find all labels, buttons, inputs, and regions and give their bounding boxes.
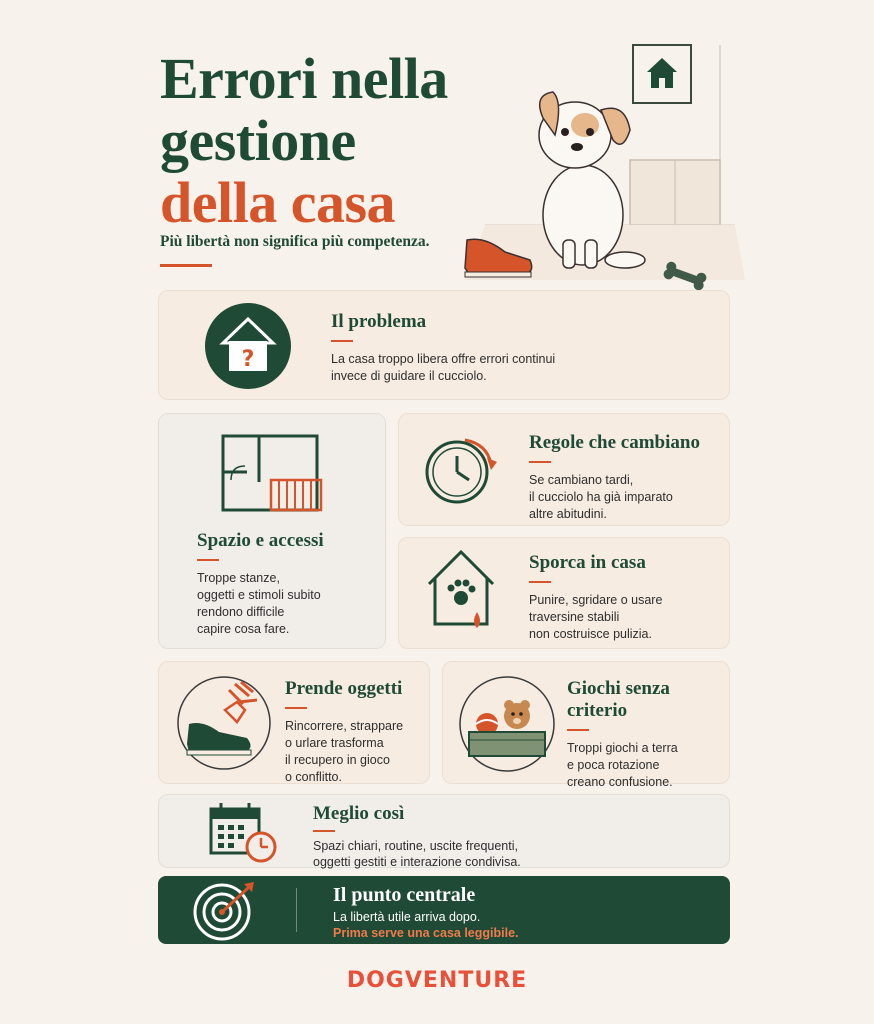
- title-underline: [567, 729, 589, 731]
- card-spazio: [158, 413, 386, 649]
- card-text-line: Troppe stanze,: [197, 571, 280, 585]
- card-text-line: oggetti gestiti e interazione condivisa.: [313, 855, 521, 869]
- card-title: Il problema: [331, 311, 427, 332]
- title-line-1: Errori nella: [160, 46, 448, 111]
- card-regole: [398, 413, 730, 526]
- card-text-line: Spazi chiari, routine, uscite frequenti,: [313, 839, 518, 853]
- card-title: Regole che cambiano: [529, 432, 700, 453]
- title-underline: [529, 581, 551, 583]
- subtitle-divider: [160, 264, 212, 267]
- title-underline: [529, 461, 551, 463]
- house-paw-icon: [425, 546, 497, 638]
- card-sporca: [398, 537, 730, 649]
- floorplan-icon: [219, 432, 329, 516]
- shoe-hand-icon: [175, 674, 273, 772]
- card-title-line: criterio: [567, 700, 628, 721]
- card-text-line: o conflitto.: [285, 770, 342, 784]
- puppy-illustration: [455, 40, 745, 300]
- key-point-band: [158, 876, 730, 944]
- card-title: Sporca in casa: [529, 552, 646, 573]
- title-line-2: gestione: [160, 108, 356, 173]
- card-title: Spazio e accessi: [197, 530, 324, 551]
- calendar-clock-icon: [205, 799, 281, 865]
- subtitle: Più libertà non significa più competenza.: [160, 233, 430, 250]
- card-text-line: il recupero in gioco: [285, 753, 390, 767]
- page-title: [160, 48, 448, 234]
- card-problema: [158, 290, 730, 400]
- band-line-1: La libertà utile arriva dopo.: [333, 910, 481, 924]
- card-meglio: [158, 794, 730, 868]
- card-oggetti: [158, 661, 430, 784]
- title-underline: [313, 830, 335, 832]
- card-text-line: Rincorrere, strappare: [285, 719, 404, 733]
- card-text-line: Punire, sgridare o usare: [529, 593, 663, 607]
- card-text-line: La casa troppo libera offre errori continui: [331, 352, 556, 366]
- card-title: Prende oggetti: [285, 678, 403, 699]
- toy-basket-icon: [457, 674, 557, 774]
- title-underline: [285, 707, 307, 709]
- title-line-3: della casa: [160, 170, 396, 235]
- title-underline: [331, 340, 353, 342]
- card-title: Meglio così: [313, 803, 405, 824]
- card-title-line: Giochi senza: [567, 678, 670, 699]
- card-text-line: il cucciolo ha già imparato: [529, 490, 673, 504]
- card-text-line: creano confusione.: [567, 775, 673, 789]
- card-text-line: oggetti e stimoli subito: [197, 588, 321, 602]
- card-text-line: traversine stabili: [529, 610, 620, 624]
- band-line-2: Prima serve una casa leggibile.: [333, 926, 519, 940]
- band-title: Il punto centrale: [333, 884, 476, 906]
- clock-icon: [417, 428, 501, 512]
- card-giochi: [442, 661, 730, 789]
- band-divider: [296, 888, 297, 932]
- card-text-line: non costruisce pulizia.: [529, 627, 652, 641]
- home-icon: [647, 58, 677, 88]
- card-text-line: altre abitudini.: [529, 507, 607, 521]
- svg-text:?: ?: [241, 347, 255, 372]
- house-question-icon: [203, 301, 293, 391]
- brand-logo: DOGVENTURE: [346, 968, 528, 993]
- card-text-line: e poca rotazione: [567, 758, 660, 772]
- target-icon: [192, 880, 256, 942]
- card-text-line: Se cambiano tardi,: [529, 473, 634, 487]
- card-text-line: rendono difficile: [197, 605, 285, 619]
- card-text-line: invece di guidare il cucciolo.: [331, 369, 487, 383]
- card-text-line: Troppi giochi a terra: [567, 741, 678, 755]
- title-underline: [197, 559, 219, 561]
- card-text-line: capire cosa fare.: [197, 622, 290, 636]
- card-text-line: o urlare trasforma: [285, 736, 384, 750]
